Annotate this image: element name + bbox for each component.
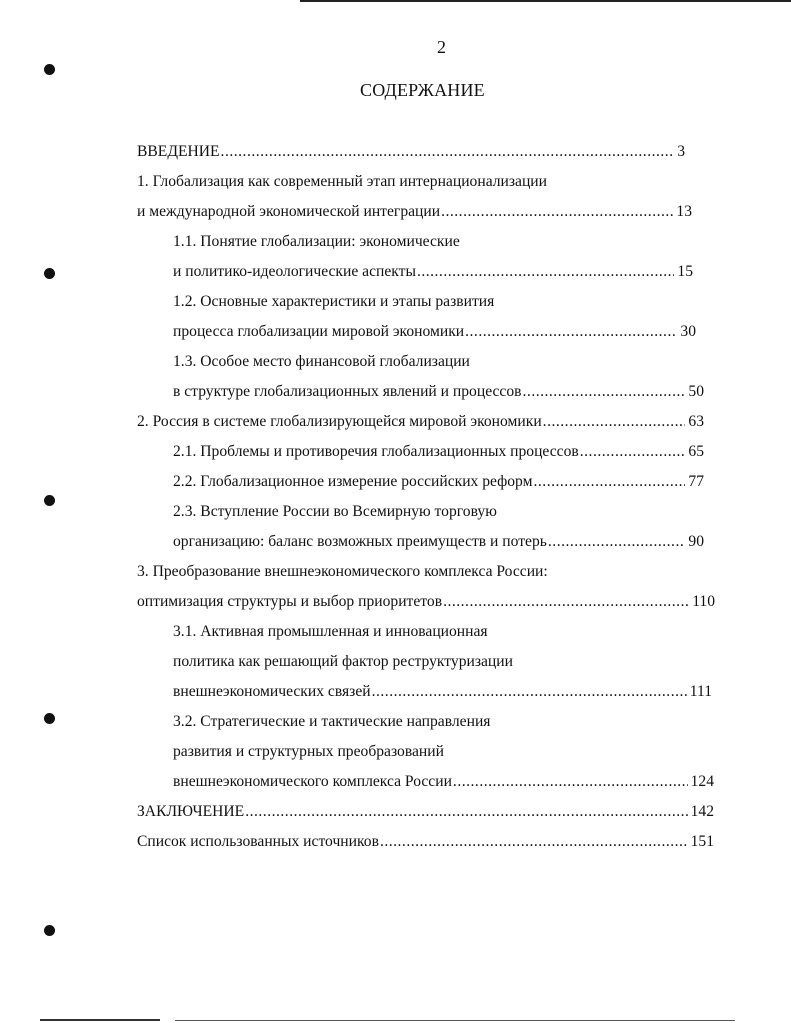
toc-entry-text: 1.2. Основные характеристики и этапы развития (173, 293, 495, 310)
toc-entry-page: 110 (692, 593, 715, 610)
toc-entry-text: процесса глобализации мировой экономики (173, 323, 465, 340)
toc-entry-page: 50 (688, 383, 704, 400)
toc-entry-chapter1-line2[interactable] (137, 203, 692, 221)
toc-entry-conclusion[interactable] (137, 803, 714, 821)
toc-entry-text: оптимизация структуры и выбор приоритетов (137, 593, 443, 610)
toc-entry-introduction[interactable] (137, 143, 685, 161)
binder-hole-icon (44, 925, 55, 936)
toc-entry-text: Список использованных источников (137, 833, 379, 850)
toc-entry-section-1-2-line2[interactable] (173, 323, 696, 341)
toc-entry-section-1-3-line1[interactable] (173, 353, 470, 371)
toc-leader-dots (543, 413, 686, 431)
scan-edge-line-bottom (175, 1020, 735, 1021)
toc-entry-chapter1-line1[interactable] (137, 173, 547, 191)
toc-leader-dots (523, 383, 686, 401)
toc-entry-text: 3.1. Активная промышленная и инновационная (173, 623, 488, 640)
scan-edge-line-top (300, 0, 791, 2)
toc-leader-dots (465, 323, 677, 341)
toc-entry-text: в структуре глобализационных явлений и процессов (173, 383, 522, 400)
toc-entry-section-3-2-line1[interactable] (173, 713, 490, 731)
toc-entry-text: 2.2. Глобализационное измерение российских реформ (173, 473, 533, 490)
toc-entry-section-3-1-line2[interactable] (173, 653, 513, 671)
toc-entry-text: 1. Глобализация как современный этап интернационализации (137, 173, 547, 190)
page-number: 2 (437, 37, 446, 57)
toc-entry-page: 15 (677, 263, 693, 280)
toc-entry-page: 111 (689, 683, 712, 700)
toc-entry-page: 124 (690, 773, 714, 790)
toc-entry-section-3-1-line1[interactable] (173, 623, 488, 641)
binder-hole-icon (44, 64, 55, 75)
binder-hole-icon (44, 268, 55, 279)
toc-leader-dots (245, 803, 687, 821)
page-title: СОДЕРЖАНИЕ (360, 80, 485, 100)
toc-leader-dots (548, 533, 686, 551)
toc-leader-dots (534, 473, 686, 491)
toc-entry-text: развития и структурных преобразований (173, 743, 444, 760)
toc-entry-text: 2.1. Проблемы и противоречия глобализационных процессов (173, 443, 579, 460)
binder-hole-icon (44, 713, 55, 724)
toc-entry-section-1-1-line1[interactable] (173, 233, 460, 251)
toc-entry-text: 1.3. Особое место финансовой глобализации (173, 353, 470, 370)
toc-entry-section-2-3-line1[interactable] (173, 503, 497, 521)
toc-entry-chapter3-line1[interactable] (137, 563, 548, 581)
toc-entry-page: 90 (688, 533, 704, 550)
toc-entry-section-1-2-line1[interactable] (173, 293, 494, 311)
toc-leader-dots (380, 833, 688, 851)
toc-entry-page: 63 (688, 413, 704, 430)
toc-entry-page: 77 (688, 473, 704, 490)
toc-entry-references[interactable] (137, 833, 714, 851)
toc-entry-section-1-3-line2[interactable] (173, 383, 704, 401)
binder-hole-icon (44, 495, 55, 506)
toc-leader-dots (417, 263, 674, 281)
toc-entry-page: 13 (676, 203, 692, 220)
toc-entry-page: 65 (688, 443, 704, 460)
toc-entry-text: внешнеэкономических связей (173, 683, 371, 700)
scan-edge-line-bottom (40, 1019, 160, 1021)
toc-entry-page: 3 (677, 143, 685, 160)
toc-leader-dots (441, 203, 673, 221)
toc-entry-section-3-2-line3[interactable] (173, 773, 714, 791)
toc-entry-chapter2[interactable] (137, 413, 704, 431)
toc-entry-text: и международной экономической интеграции (137, 203, 441, 220)
toc-entry-section-2-2[interactable] (173, 473, 704, 491)
toc-entry-section-1-1-line2[interactable] (173, 263, 693, 281)
toc-leader-dots (221, 143, 675, 161)
toc-leader-dots (580, 443, 686, 461)
toc-entry-text: и политико-идеологические аспекты (173, 263, 416, 280)
toc-entry-page: 30 (680, 323, 696, 340)
toc-entry-chapter3-line2[interactable] (137, 593, 715, 611)
toc-entry-page: 151 (690, 833, 714, 850)
toc-entry-section-2-3-line2[interactable] (173, 533, 704, 551)
toc-entry-text: 2. Россия в системе глобализирующейся мировой экономики (137, 413, 542, 430)
toc-entry-text: 3.2. Стратегические и тактические направления (173, 713, 491, 730)
toc-entry-text: 3. Преобразование внешнеэкономического комплекса России: (137, 563, 548, 580)
toc-entry-text: внешнеэкономического комплекса России (173, 773, 452, 790)
toc-entry-section-3-1-line3[interactable] (173, 683, 712, 701)
toc-entry-text: политика как решающий фактор реструктуризации (173, 653, 513, 670)
toc-entry-page: 142 (690, 803, 714, 820)
toc-entry-text: 2.3. Вступление России во Всемирную торговую (173, 503, 497, 520)
toc-entry-section-3-2-line2[interactable] (173, 743, 444, 761)
toc-entry-text: 1.1. Понятие глобализации: экономические (173, 233, 460, 250)
toc-entry-text: организацию: баланс возможных преимуществ и потерь (173, 533, 547, 550)
toc-entry-text: ВВЕДЕНИЕ (137, 143, 220, 160)
toc-leader-dots (443, 593, 689, 611)
toc-entry-text: ЗАКЛЮЧЕНИЕ (137, 803, 245, 820)
toc-entry-section-2-1[interactable] (173, 443, 704, 461)
toc-leader-dots (372, 683, 687, 701)
toc-leader-dots (453, 773, 688, 791)
